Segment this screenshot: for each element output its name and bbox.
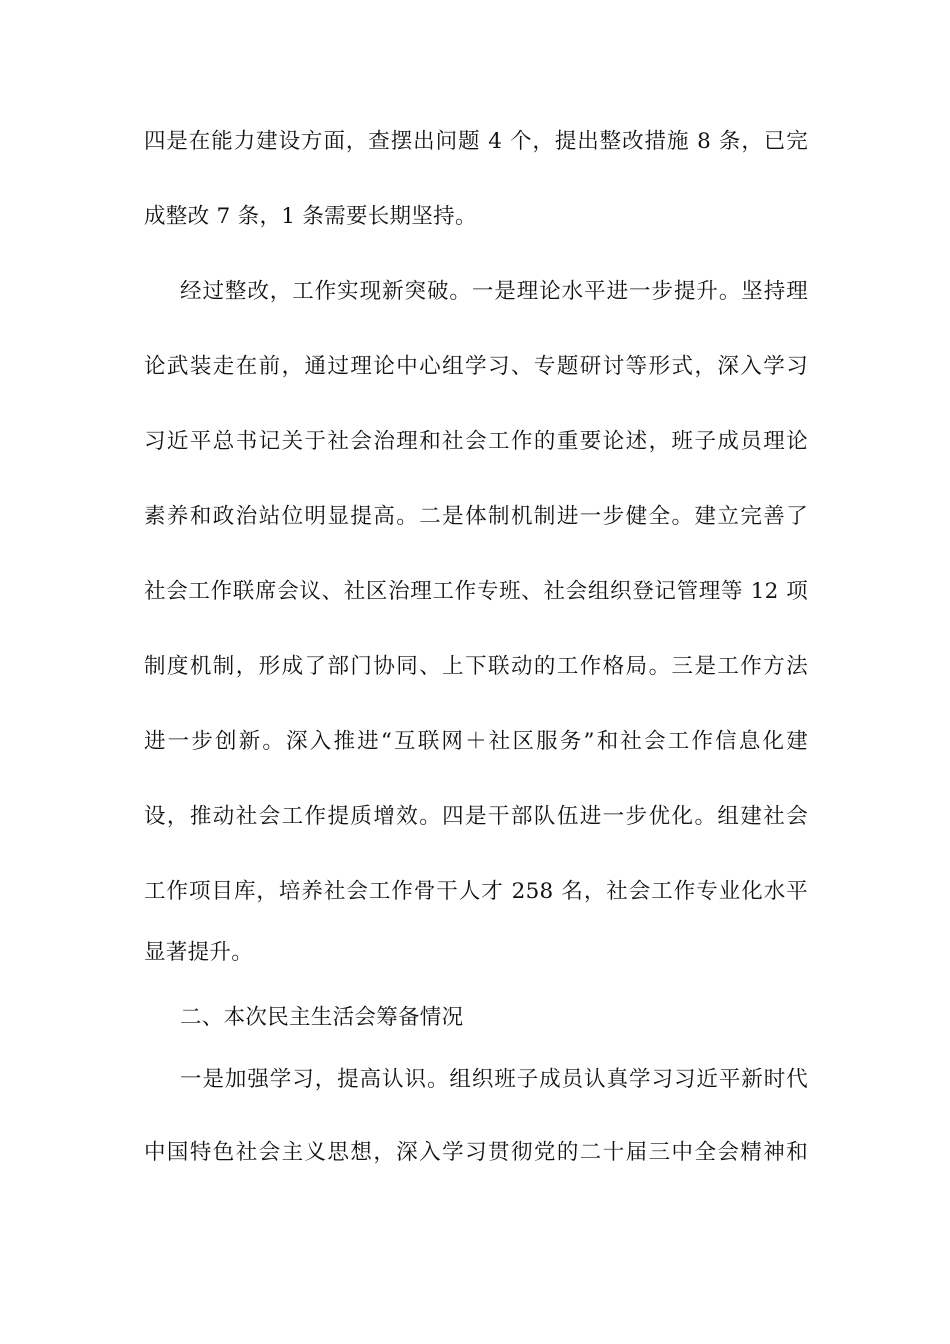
- paragraph-line: 设，推动社会工作提质增效。四是干部队伍进一步优化。组建社会: [144, 804, 808, 829]
- paragraph-line: 显著提升。: [144, 940, 254, 965]
- paragraph-line: 习近平总书记关于社会治理和社会工作的重要论述，班子成员理论: [144, 429, 808, 454]
- paragraph-line: 成整改 7 条，1 条需要长期坚持。: [144, 204, 477, 229]
- paragraph-line: 四是在能力建设方面，查摆出问题 4 个，提出整改措施 8 条，已完: [144, 129, 808, 154]
- paragraph-line: 社会工作联席会议、社区治理工作专班、社会组织登记管理等 12 项: [144, 579, 808, 604]
- paragraph-line: 制度机制，形成了部门协同、上下联动的工作格局。三是工作方法: [144, 654, 808, 679]
- paragraph-line: 工作项目库，培养社会工作骨干人才 258 名，社会工作专业化水平: [144, 879, 808, 904]
- paragraph-line: 经过整改，工作实现新突破。一是理论水平进一步提升。坚持理: [180, 279, 808, 304]
- paragraph-line: 一是加强学习，提高认识。组织班子成员认真学习习近平新时代: [180, 1067, 808, 1092]
- section-heading: 二、本次民主生活会筹备情况: [180, 1005, 464, 1030]
- paragraph-line: 素养和政治站位明显提高。二是体制机制进一步健全。建立完善了: [144, 504, 808, 529]
- paragraph-line: 论武装走在前，通过理论中心组学习、专题研讨等形式，深入学习: [144, 354, 808, 379]
- paragraph-line: 进一步创新。深入推进“互联网＋社区服务”和社会工作信息化建: [144, 729, 808, 754]
- paragraph-line: 中国特色社会主义思想，深入学习贯彻党的二十届三中全会精神和: [144, 1140, 808, 1165]
